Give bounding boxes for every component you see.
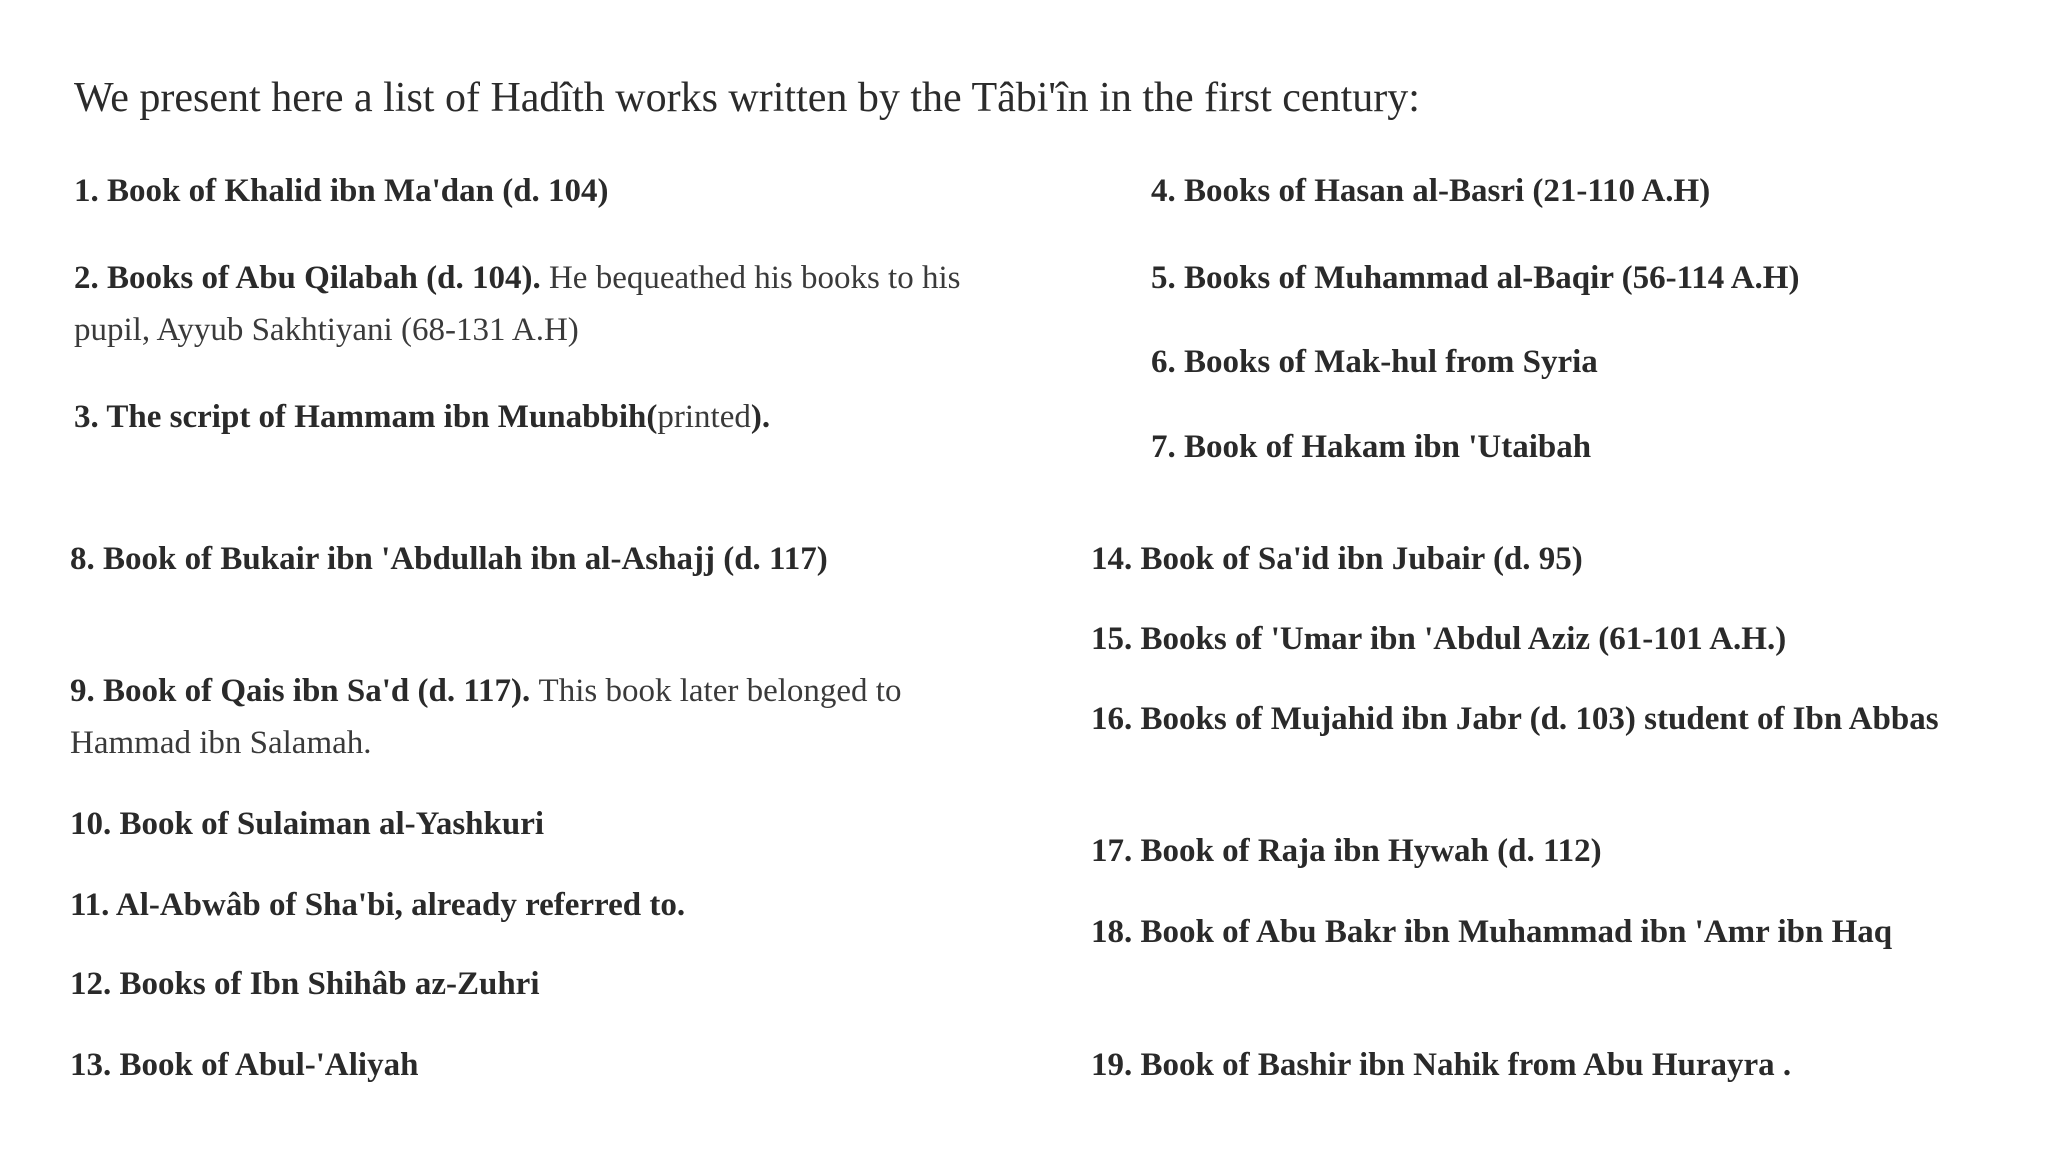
list-item-text: 4. Books of Hasan al-Basri (21-110 A.H): [1151, 173, 1711, 209]
list-item-12: [70, 958, 1070, 1010]
list-item-8: [70, 533, 975, 585]
list-item-9: [70, 665, 975, 769]
list-item-13: [70, 1039, 1070, 1091]
list-item-1: [74, 165, 1074, 217]
list-item-11: [70, 879, 1070, 931]
list-item-17: [1091, 825, 2031, 877]
list-item-text: 15. Books of 'Umar ibn 'Abdul Aziz (61-101 A.H.): [1091, 621, 1787, 657]
list-item-text: 3. The script of Hammam ibn Munabbih(: [74, 399, 658, 435]
list-item-text: 5. Books of Muhammad al-Baqir (56-114 A.H): [1151, 260, 1800, 296]
list-item-6: [1151, 336, 2031, 388]
list-item-16: [1091, 693, 1971, 745]
list-item-text: 11. Al-Abwâb of Sha'bi, already referred to.: [70, 887, 686, 923]
list-item-text: 14. Book of Sa'id ibn Jubair (d. 95): [1091, 541, 1583, 577]
list-item-18: [1091, 906, 1971, 958]
list-item-text: 1. Book of Khalid ibn Ma'dan (d. 104): [74, 173, 609, 209]
list-item-2: [74, 252, 1034, 356]
list-item-5: [1151, 252, 2041, 304]
list-item-note: This book later belonged to Hammad ibn Salamah.: [70, 673, 902, 761]
list-item-10: [70, 798, 1070, 850]
list-item-text: 10. Book of Sulaiman al-Yashkuri: [70, 806, 545, 842]
list-item-text: 18. Book of Abu Bakr ibn Muhammad ibn 'Amr ibn Haq: [1091, 914, 1893, 950]
list-item-text: 17. Book of Raja ibn Hywah (d. 112): [1091, 833, 1602, 869]
list-item-tail: ).: [750, 399, 771, 435]
list-item-text: 9. Book of Qais ibn Sa'd (d. 117).: [70, 673, 539, 709]
list-item-7: [1151, 421, 2031, 473]
list-item-text: 7. Book of Hakam ibn 'Utaibah: [1151, 429, 1592, 465]
list-item-text: 6. Books of Mak-hul from Syria: [1151, 344, 1598, 380]
page-heading: We present here a list of Hadîth works written by the Tâbi'în in the first century:: [74, 75, 1420, 121]
list-item-14: [1091, 533, 2031, 585]
list-item-19: [1091, 1039, 2031, 1091]
list-item-4: [1151, 165, 2031, 217]
list-item-text: 12. Books of Ibn Shihâb az-Zuhri: [70, 966, 540, 1002]
list-item-text: 19. Book of Bashir ibn Nahik from Abu Hurayra .: [1091, 1047, 1792, 1083]
list-item-15: [1091, 613, 2041, 665]
list-item-note: He bequeathed his books to his pupil, Ayyub Sakhtiyani (68-131 A.H): [74, 260, 961, 348]
list-item-text: 8. Book of Bukair ibn 'Abdullah ibn al-Ashajj (d. 117): [70, 541, 828, 577]
list-item-text: 16. Books of Mujahid ibn Jabr (d. 103) student of Ibn Abbas: [1091, 701, 1939, 737]
list-item-text: 2. Books of Abu Qilabah (d. 104).: [74, 260, 549, 296]
list-item-note: printed: [657, 399, 751, 435]
list-item-3: [74, 391, 894, 443]
list-item-text: 13. Book of Abul-'Aliyah: [70, 1047, 419, 1083]
